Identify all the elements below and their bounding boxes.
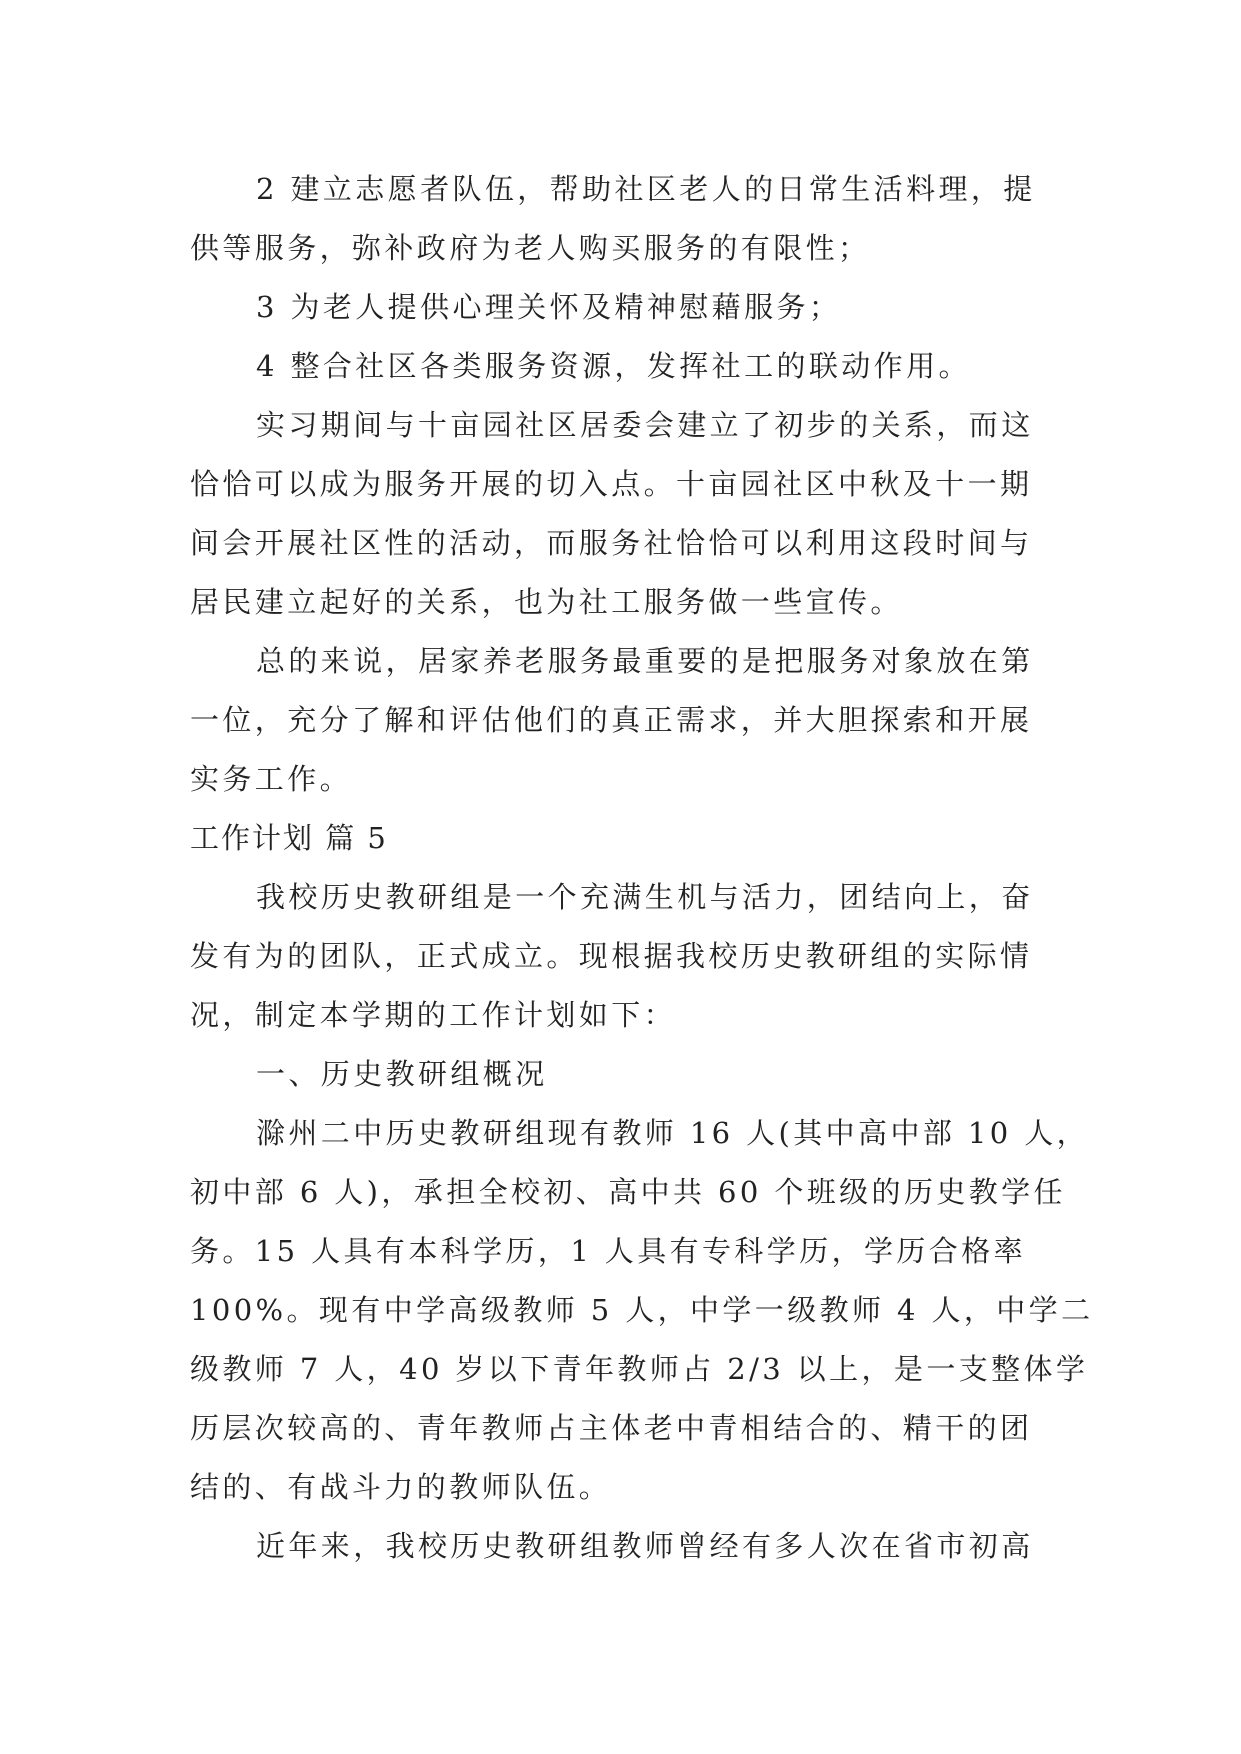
text-line: 级教师 7 人，40 岁以下青年教师占 2/3 以上，是一支整体学 — [190, 1352, 1089, 1386]
text-line: 务。15 人具有本科学历，1 人具有专科学历，学历合格率 — [190, 1234, 1026, 1268]
subsection-heading: 一、历史教研组概况 — [256, 1057, 548, 1091]
text-line: 总的来说，居家养老服务最重要的是把服务对象放在第 — [256, 644, 1034, 678]
text-line: 恰恰可以成为服务开展的切入点。十亩园社区中秋及十一期 — [190, 467, 1033, 501]
document-body — [190, 160, 1094, 1576]
text-line: 近年来，我校历史教研组教师曾经有多人次在省市初高 — [256, 1529, 1034, 1563]
text-line: 居民建立起好的关系，也为社工服务做一些宣传。 — [190, 585, 903, 619]
text-line: 100%。现有中学高级教师 5 人，中学一级教师 4 人，中学二 — [190, 1293, 1094, 1327]
text-line: 我校历史教研组是一个充满生机与活力，团结向上，奋 — [256, 880, 1034, 914]
text-line: 间会开展社区性的活动，而服务社恰恰可以利用这段时间与 — [190, 526, 1033, 560]
text-line: 实习期间与十亩园社区居委会建立了初步的关系，而这 — [256, 408, 1034, 442]
text-line: 结的、有战斗力的教师队伍。 — [190, 1470, 612, 1504]
text-line: 初中部 6 人)，承担全校初、高中共 60 个班级的历史教学任 — [190, 1175, 1066, 1209]
text-line: 一位，充分了解和评估他们的真正需求，并大胆探索和开展 — [190, 703, 1033, 737]
text-line: 2 建立志愿者队伍，帮助社区老人的日常生活料理，提 — [256, 172, 1036, 206]
text-line: 供等服务，弥补政府为老人购买服务的有限性； — [190, 231, 871, 265]
text-line: 历层次较高的、青年教师占主体老中青相结合的、精干的团 — [190, 1411, 1033, 1445]
section-heading: 工作计划 篇 5 — [190, 821, 388, 855]
text-line: 实务工作。 — [190, 762, 353, 796]
text-line: 发有为的团队，正式成立。现根据我校历史教研组的实际情 — [190, 939, 1033, 973]
text-line: 3 为老人提供心理关怀及精神慰藉服务； — [256, 290, 842, 324]
text-line: 4 整合社区各类服务资源，发挥社工的联动作用。 — [256, 349, 971, 383]
text-line: 况，制定本学期的工作计划如下： — [190, 998, 677, 1032]
text-line: 滁州二中历史教研组现有教师 16 人(其中高中部 10 人， — [256, 1116, 1089, 1150]
